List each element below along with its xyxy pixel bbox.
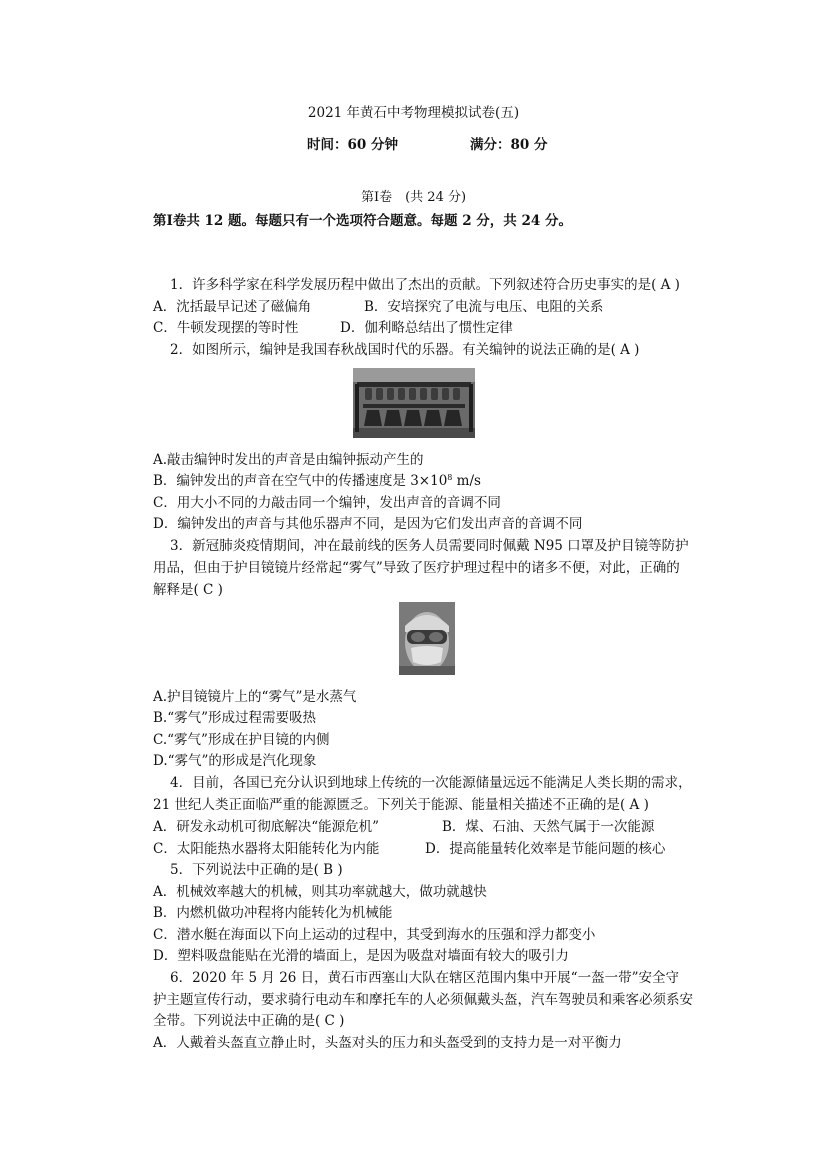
q1-option-b: B．安培探究了电流与电压、电阻的关系 bbox=[364, 299, 604, 315]
section-heading: 第Ⅰ卷 (共 24 分) bbox=[360, 190, 467, 205]
exam-title: 2021 年黄石中考物理模拟试卷(五) bbox=[307, 105, 520, 121]
q1-stem: 1．许多科学家在科学发展历程中做出了杰出的贡献。下列叙述符合历史事实的是( A ) bbox=[170, 277, 680, 293]
section-instructions: 第Ⅰ卷共 12 题。每题只有一个选项符合题意。每题 2 分，共 24 分。 bbox=[153, 213, 572, 229]
q3-stem-line2: 用品，但由于护目镜镜片经常起“雾气”导致了医疗护理过程中的诸多不便，对此，正确的 bbox=[153, 560, 680, 576]
q3-option-a: A.护目镜镜片上的“雾气”是水蒸气 bbox=[153, 689, 357, 705]
q2-option-d: D．编钟发出的声音与其他乐器声不同，是因为它们发出声音的音调不同 bbox=[153, 516, 583, 532]
q1-option-d: D．伽利略总结出了惯性定律 bbox=[340, 320, 513, 336]
q5-option-c: C．潜水艇在海面以下向上运动的过程中，其受到海水的压强和浮力都变小 bbox=[153, 927, 596, 943]
q4-stem-line1: 4．目前，各国已充分认识到地球上传统的一次能源储量远远不能满足人类长期的需求， bbox=[170, 775, 692, 791]
q5-option-b: B．内燃机做功冲程将内能转化为机械能 bbox=[153, 905, 393, 921]
q2-option-b-exponent: 8 bbox=[447, 473, 453, 482]
q1-option-a: A．沈括最早记述了磁偏角 bbox=[153, 299, 312, 315]
exam-time: 时间：60 分钟 bbox=[307, 137, 398, 153]
q5-option-d: D．塑料吸盘能贴在光滑的墙面上，是因为吸盘对墙面有较大的吸引力 bbox=[153, 948, 569, 964]
q4-option-c: C．太阳能热水器将太阳能转化为内能 bbox=[153, 841, 380, 857]
q1-option-c: C．牛顿发现摆的等时性 bbox=[153, 320, 299, 336]
q2-option-a: A.敲击编钟时发出的声音是由编钟振动产生的 bbox=[153, 452, 424, 468]
exam-score: 满分：80 分 bbox=[470, 137, 548, 153]
q3-option-b: B.“雾气”形成过程需要吸热 bbox=[153, 710, 317, 726]
q2-option-b bbox=[153, 472, 481, 490]
q4-option-b: B．煤、石油、天然气属于一次能源 bbox=[442, 819, 655, 835]
q2-option-b-unit: m/s bbox=[452, 473, 481, 489]
bianzhong-bells-photo bbox=[353, 368, 475, 438]
q3-stem-line3: 解释是( C ) bbox=[153, 582, 223, 598]
q3-stem-line1: 3．新冠肺炎疫情期间，冲在最前线的医务人员需要同时佩戴 N95 口罩及护目镜等防护 bbox=[170, 538, 689, 554]
q5-option-a: A．机械效率越大的机械，则其功率就越大，做功就越快 bbox=[153, 884, 487, 900]
q5-stem: 5．下列说法中正确的是( B ) bbox=[170, 862, 343, 878]
q4-option-d: D．提高能量转化效率是节能问题的核心 bbox=[425, 841, 666, 857]
medical-worker-goggles-photo bbox=[399, 602, 455, 675]
q2-option-b-text: B．编钟发出的声音在空气中的传播速度是 3×10 bbox=[153, 473, 448, 489]
q6-stem-line3: 全带。下列说法中正确的是( C ) bbox=[153, 1013, 345, 1029]
q3-option-d: D.“雾气”的形成是汽化现象 bbox=[153, 753, 317, 769]
q2-stem: 2．如图所示，编钟是我国春秋战国时代的乐器。有关编钟的说法正确的是( A ) bbox=[170, 342, 640, 358]
q4-stem-line2: 21 世纪人类正面临严重的能源匮乏。下列关于能源、能量相关描述不正确的是( A ) bbox=[153, 797, 649, 813]
q3-option-c: C.“雾气”形成在护目镜的内侧 bbox=[153, 732, 330, 748]
q2-option-c: C．用大小不同的力敲击同一个编钟，发出声音的音调不同 bbox=[153, 495, 501, 511]
q6-stem-line1: 6．2020 年 5 月 26 日，黄石市西塞山大队在辖区范围内集中开展“一盔一带”安全守 bbox=[170, 970, 679, 986]
q6-option-a: A．人戴着头盔直立静止时，头盔对头的压力和头盔受到的支持力是一对平衡力 bbox=[153, 1035, 622, 1051]
q4-option-a: A．研发永动机可彻底解决“能源危机” bbox=[153, 819, 380, 835]
q6-stem-line2: 护主题宣传行动，要求骑行电动车和摩托车的人必须佩戴头盔，汽车驾驶员和乘客必须系安 bbox=[153, 992, 693, 1008]
